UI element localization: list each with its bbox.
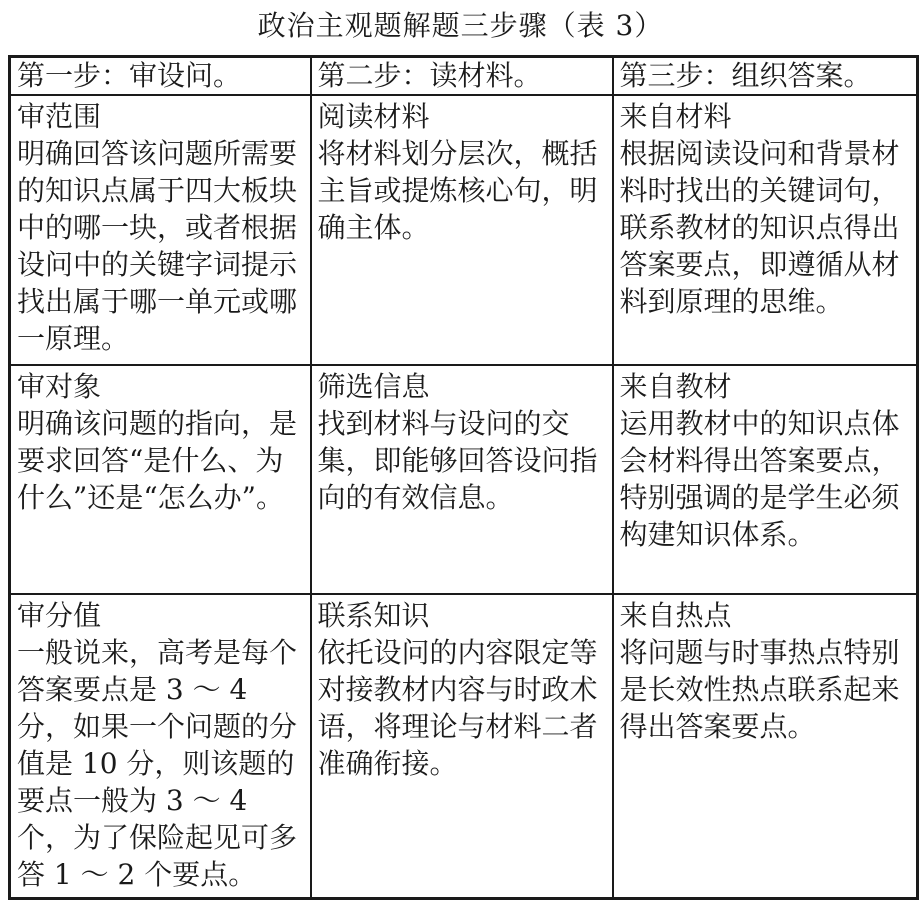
table-cell bbox=[613, 95, 918, 365]
header-step-1: 第一步：审设问。 bbox=[10, 57, 311, 96]
table-cell bbox=[10, 365, 311, 594]
cell-text: 将问题与时事热点特别是长效性热点联系起来得出答案要点。 bbox=[619, 636, 900, 743]
table-cell bbox=[10, 594, 311, 899]
header-step-3: 第三步：组织答案。 bbox=[613, 57, 918, 96]
cell-text: 一般说来，高考是每个答案要点是 3 ～ 4 分，如果一个问题的分值是 10 分，则该题的要点一般为 3 ～ 4 个，为了保险起见可多答 1 ～ 2 个要点。 bbox=[17, 636, 298, 891]
cell-heading: 来自材料 bbox=[619, 100, 732, 133]
cell-text: 依托设问的内容限定等对接教材内容与时政术语，将理论与材料二者准确衔接。 bbox=[317, 636, 598, 780]
table-row bbox=[10, 365, 918, 594]
cell-text: 运用教材中的知识点体会材料得出答案要点，特别强调的是学生必须构建知识体系。 bbox=[619, 407, 900, 551]
cell-heading: 审范围 bbox=[17, 100, 102, 133]
cell-heading: 审分值 bbox=[17, 599, 102, 632]
table-title: 政治主观题解题三步骤（表 3） bbox=[257, 9, 664, 42]
table-cell bbox=[10, 95, 311, 365]
cell-text: 明确回答该问题所需要的知识点属于四大板块中的哪一块，或者根据设问中的关键字词提示找出属于哪一单元或哪一原理。 bbox=[17, 137, 298, 355]
cell-heading: 筛选信息 bbox=[317, 370, 430, 403]
cell-text: 找到材料与设问的交集，即能够回答设问指向的有效信息。 bbox=[317, 407, 598, 514]
cell-heading: 来自热点 bbox=[619, 599, 732, 632]
cell-text: 明确该问题的指向，是要求回答“是什么、为什么”还是“怎么办”。 bbox=[17, 407, 298, 514]
header-step-2: 第二步：读材料。 bbox=[311, 57, 613, 96]
table-cell bbox=[613, 594, 918, 899]
cell-heading: 阅读材料 bbox=[317, 100, 430, 133]
header-row bbox=[10, 57, 918, 96]
cell-text: 将材料划分层次，概括主旨或提炼核心句，明确主体。 bbox=[317, 137, 598, 244]
cell-heading: 来自教材 bbox=[619, 370, 732, 403]
table-cell bbox=[613, 365, 918, 594]
table-cell bbox=[311, 365, 613, 594]
cell-heading: 审对象 bbox=[17, 370, 102, 403]
table-row bbox=[10, 594, 918, 899]
table-cell bbox=[311, 95, 613, 365]
steps-table bbox=[8, 55, 919, 900]
cell-heading: 联系知识 bbox=[317, 599, 430, 632]
table-cell bbox=[311, 594, 613, 899]
cell-text: 根据阅读设问和背景材料时找出的关键词句，联系教材的知识点得出答案要点，即遵循从材料到原理的思维。 bbox=[619, 137, 900, 318]
table-row bbox=[10, 95, 918, 365]
